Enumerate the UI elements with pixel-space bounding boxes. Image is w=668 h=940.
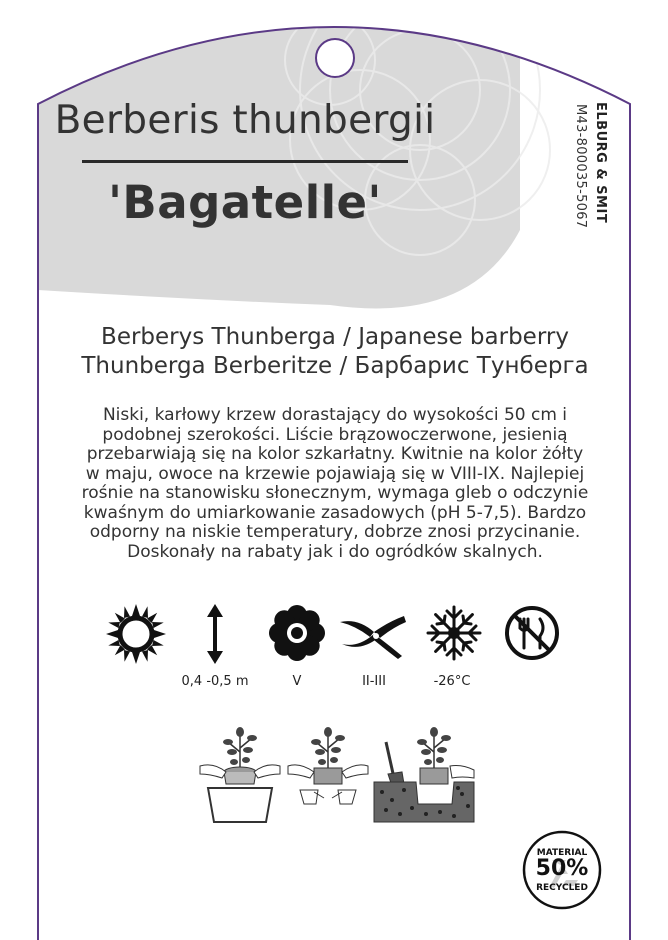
description-line: kwaśnym do umiarkowanie zasadowych (pH 5-7,5). Bardzo [83, 502, 587, 523]
hardiness-label: -26°C [433, 674, 471, 689]
remove-pot-icon [198, 722, 282, 826]
latin-name: Berberis thunbergii [54, 98, 436, 143]
height-label: 0,4 -0,5 m [181, 674, 249, 689]
not-edible-icon [503, 604, 561, 662]
brand-name: ELBURG & SMIT [593, 102, 608, 224]
cultivar-name: 'Bagatelle' [108, 176, 382, 229]
plant-in-soil-icon [372, 722, 476, 826]
product-code: M43-800035-5067 [573, 104, 588, 229]
soak-roots-icon [286, 722, 370, 826]
full-sun-icon [104, 602, 168, 666]
pruning-shears-icon [338, 612, 408, 660]
title-divider [82, 160, 408, 163]
height-arrow-icon [200, 604, 230, 664]
description-line: Doskonały na rabaty jak i do ogródków skalnych. [127, 541, 543, 562]
flowering-label: V [292, 674, 302, 689]
recycled-material-badge [522, 830, 602, 910]
description-line: Niski, karłowy krzew dorastający do wysokości 50 cm i [102, 405, 568, 425]
common-names-line-1: Berberys Thunberga / Japanese barberry [101, 324, 569, 350]
description-line: odporny na niskie temperatury, dobrze znosi przycinanie. [89, 522, 581, 542]
flower-icon [268, 604, 326, 662]
description-line: rośnie na stanowisku słonecznym, wymaga gleb o odczynie [81, 483, 589, 503]
description-line: w maju, owoce na krzewie pojawiają się w VIII-IX. Najlepiej [85, 463, 585, 484]
recycled-label-bottom: RECYCLED [536, 883, 588, 893]
recycled-percentage: 50% [535, 856, 589, 881]
common-names-line-2: Thunberga Berberitze / Барбарис Тунберга [81, 353, 589, 379]
description-line: podobnej szerokości. Liście brązowoczerwone, jesienią [102, 424, 568, 445]
snowflake-icon [425, 604, 483, 662]
description-line: przebarwiają się na kolor szkarłatny. Kwitnie na kolor żółty [86, 444, 584, 464]
description [70, 406, 600, 562]
pruning-label: II-III [362, 674, 386, 689]
recycled-label-top: MATERIAL [536, 848, 588, 858]
